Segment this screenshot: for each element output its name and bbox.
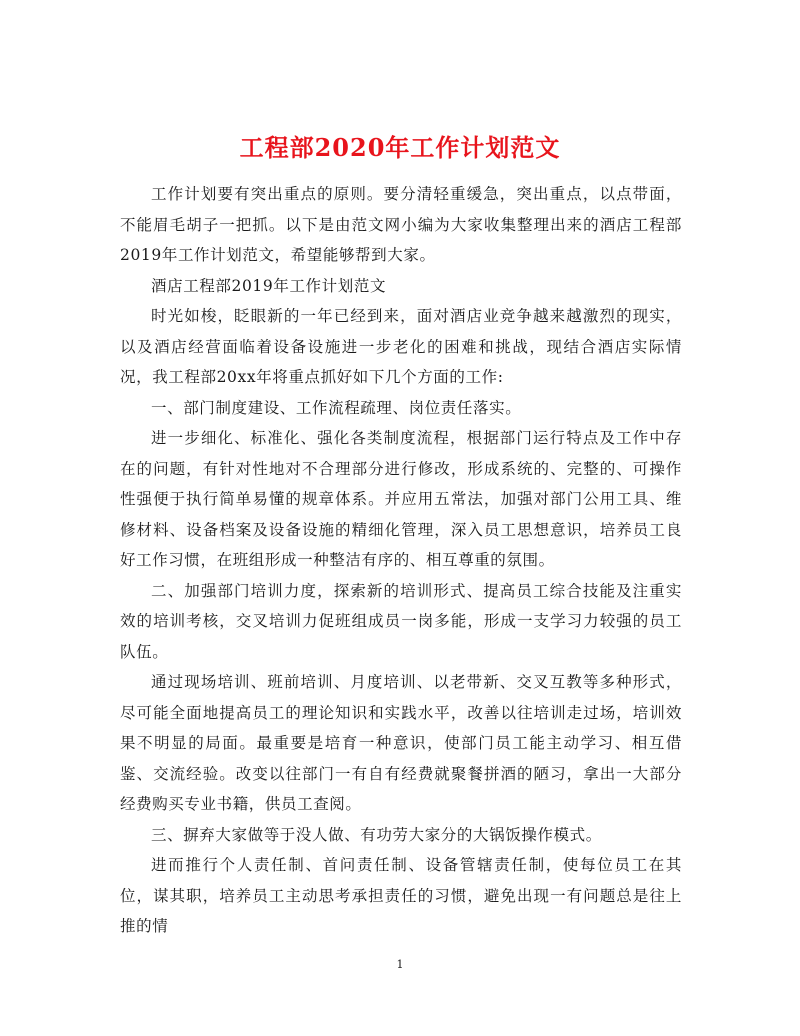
paragraph-section-1: 进一步细化、标准化、强化各类制度流程，根据部门运行特点及工作中存在的问题，有针对性地对不合理部分进行修改，形成系统的、完整的、可操作性强便于执行简单易懂的规章体系。并应用五常法，加强对部门公用工具、维修材料、设备档案及设备设施的精细化管理，深入员工思想意识，培养员工良好工作习惯，在班组形成一种整洁有序的、相互尊重的氛围。 (120, 429, 682, 569)
section-heading-3: 三、摒弃大家做等于没人做、有功劳大家分的大锅饭操作模式。 (151, 825, 602, 844)
page-number: 1 (396, 958, 404, 971)
document-body (120, 179, 682, 942)
paragraph-opening: 时光如梭，眨眼新的一年已经到来，面对酒店业竞争越来越激烈的现实，以及酒店经营面临着设备设施进一步老化的困难和挑战，现结合酒店实际情况，我工程部20xx年将重点抓好如下几个方面的工作: (120, 307, 682, 386)
paragraph-intro: 工作计划要有突出重点的原则。要分清轻重缓急，突出重点，以点带面，不能眉毛胡子一把抓。以下是由范文网小编为大家收集整理出来的酒店工程部2019年工作计划范文，希望能够帮到大家。 (120, 185, 682, 264)
paragraph-section-2: 通过现场培训、班前培训、月度培训、以老带新、交叉互教等多种形式，尽可能全面地提高员工的理论知识和实践水平，改善以往培训走过场，培训效果不明显的局面。最重要是培育一种意识，使部门员工能主动学习、相互借鉴、交流经验。改变以往部门一有自有经费就聚餐拼酒的陋习，拿出一大部分经费购买专业书籍，供员工查阅。 (120, 673, 682, 813)
paragraph-subtitle: 酒店工程部2019年工作计划范文 (151, 276, 387, 295)
document-title: 工程部2020年工作计划范文 (239, 133, 561, 163)
paragraph-section-3: 进而推行个人责任制、首问责任制、设备管辖责任制，使每位员工在其位，谋其职，培养员工主动思考承担责任的习惯，避免出现一有问题总是往上推的情 (120, 856, 682, 935)
section-heading-1: 一、部门制度建设、工作流程疏理、岗位责任落实。 (151, 398, 522, 417)
section-heading-2: 二、加强部门培训力度，探索新的培训形式、提高员工综合技能及注重实效的培训考核，交叉培训力促班组成员一岗多能，形成一支学习力较强的员工队伍。 (120, 581, 682, 661)
